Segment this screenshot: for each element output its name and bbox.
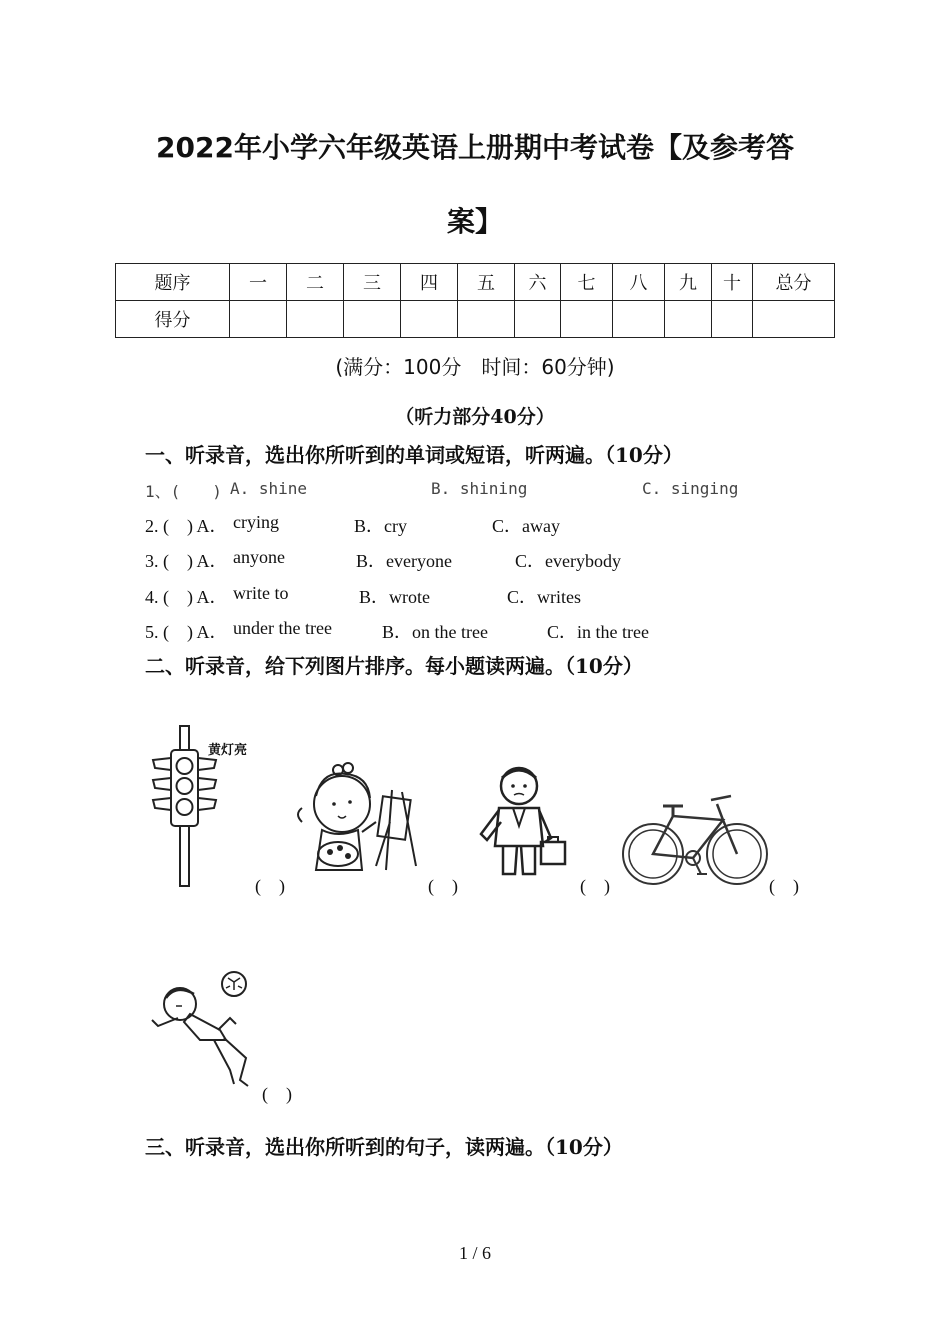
score-input-cell[interactable] — [230, 301, 287, 338]
table-cell: 七 — [561, 264, 613, 301]
table-cell: 六 — [515, 264, 561, 301]
exam-info: (满分：100分 时间：60分钟) — [335, 355, 615, 379]
score-input-cell[interactable] — [613, 301, 665, 338]
page-title-line2: 案】 — [446, 205, 503, 238]
question-number: 3. ( ) A． — [145, 551, 228, 571]
option-a: A. shine — [230, 479, 308, 498]
option-c: C. singing — [642, 479, 739, 498]
question-number: 5. ( ) A． — [145, 622, 228, 642]
bicycle-icon — [619, 792, 771, 888]
option-b: B．on the tree — [382, 622, 488, 642]
option-b: B. shining — [431, 479, 528, 498]
answer-blank[interactable]: ( ) — [262, 1084, 292, 1104]
table-cell: 三 — [344, 264, 401, 301]
table-cell: 五 — [458, 264, 515, 301]
option-b: B．wrote — [359, 587, 430, 607]
score-table-header-row — [116, 264, 835, 301]
score-input-cell[interactable] — [287, 301, 344, 338]
option-a: anyone — [233, 547, 285, 567]
page-number: 1 / 6 — [458, 1243, 491, 1263]
girl-painting-icon — [292, 762, 428, 874]
option-a: write to — [233, 583, 289, 603]
boy-kicking-ball-icon — [148, 968, 260, 1092]
question-number: 4. ( ) A． — [145, 587, 228, 607]
table-cell: 十 — [712, 264, 753, 301]
score-input-cell[interactable] — [401, 301, 458, 338]
section3-heading: 三、听录音，选出你所听到的句子，读两遍。（10分） — [145, 1135, 623, 1159]
option-b: B．everyone — [356, 551, 452, 571]
score-table — [115, 263, 835, 338]
option-c: C．in the tree — [547, 622, 649, 642]
table-cell: 总分 — [753, 264, 835, 301]
answer-blank[interactable]: ( ) — [428, 876, 458, 896]
score-input-cell[interactable] — [515, 301, 561, 338]
score-input-cell[interactable] — [561, 301, 613, 338]
answer-blank[interactable]: ( ) — [769, 876, 799, 896]
table-cell: 一 — [230, 264, 287, 301]
answer-blank[interactable]: ( ) — [255, 876, 285, 896]
score-input-cell[interactable] — [344, 301, 401, 338]
table-cell: 九 — [665, 264, 712, 301]
score-input-cell[interactable] — [665, 301, 712, 338]
businessman-icon — [477, 762, 569, 882]
traffic-light-label: 黄灯亮 — [208, 743, 248, 758]
traffic-light-icon — [145, 722, 215, 890]
score-table-score-row — [116, 301, 835, 338]
option-c: C．away — [492, 516, 560, 536]
option-a: crying — [233, 512, 279, 532]
question-number: 2. ( ) A． — [145, 516, 228, 536]
option-b: B．cry — [354, 516, 407, 536]
table-cell: 四 — [401, 264, 458, 301]
score-input-cell[interactable] — [712, 301, 753, 338]
table-cell: 八 — [613, 264, 665, 301]
question-number: 1、( ) — [145, 482, 222, 501]
score-input-cell[interactable] — [458, 301, 515, 338]
table-cell: 得分 — [116, 301, 230, 338]
page-title-line1: 2022年小学六年级英语上册期中考试卷【及参考答 — [156, 131, 794, 164]
listening-header: （听力部分40分） — [395, 406, 555, 428]
table-cell: 二 — [287, 264, 344, 301]
section2-heading: 二、听录音，给下列图片排序。每小题读两遍。（10分） — [145, 654, 643, 678]
table-cell: 题序 — [116, 264, 230, 301]
score-input-cell[interactable] — [753, 301, 835, 338]
answer-blank[interactable]: ( ) — [580, 876, 610, 896]
option-c: C．everybody — [515, 551, 621, 571]
option-a: under the tree — [233, 618, 332, 638]
option-c: C．writes — [507, 587, 581, 607]
section1-heading: 一、听录音，选出你所听到的单词或短语，听两遍。（10分） — [145, 443, 683, 467]
